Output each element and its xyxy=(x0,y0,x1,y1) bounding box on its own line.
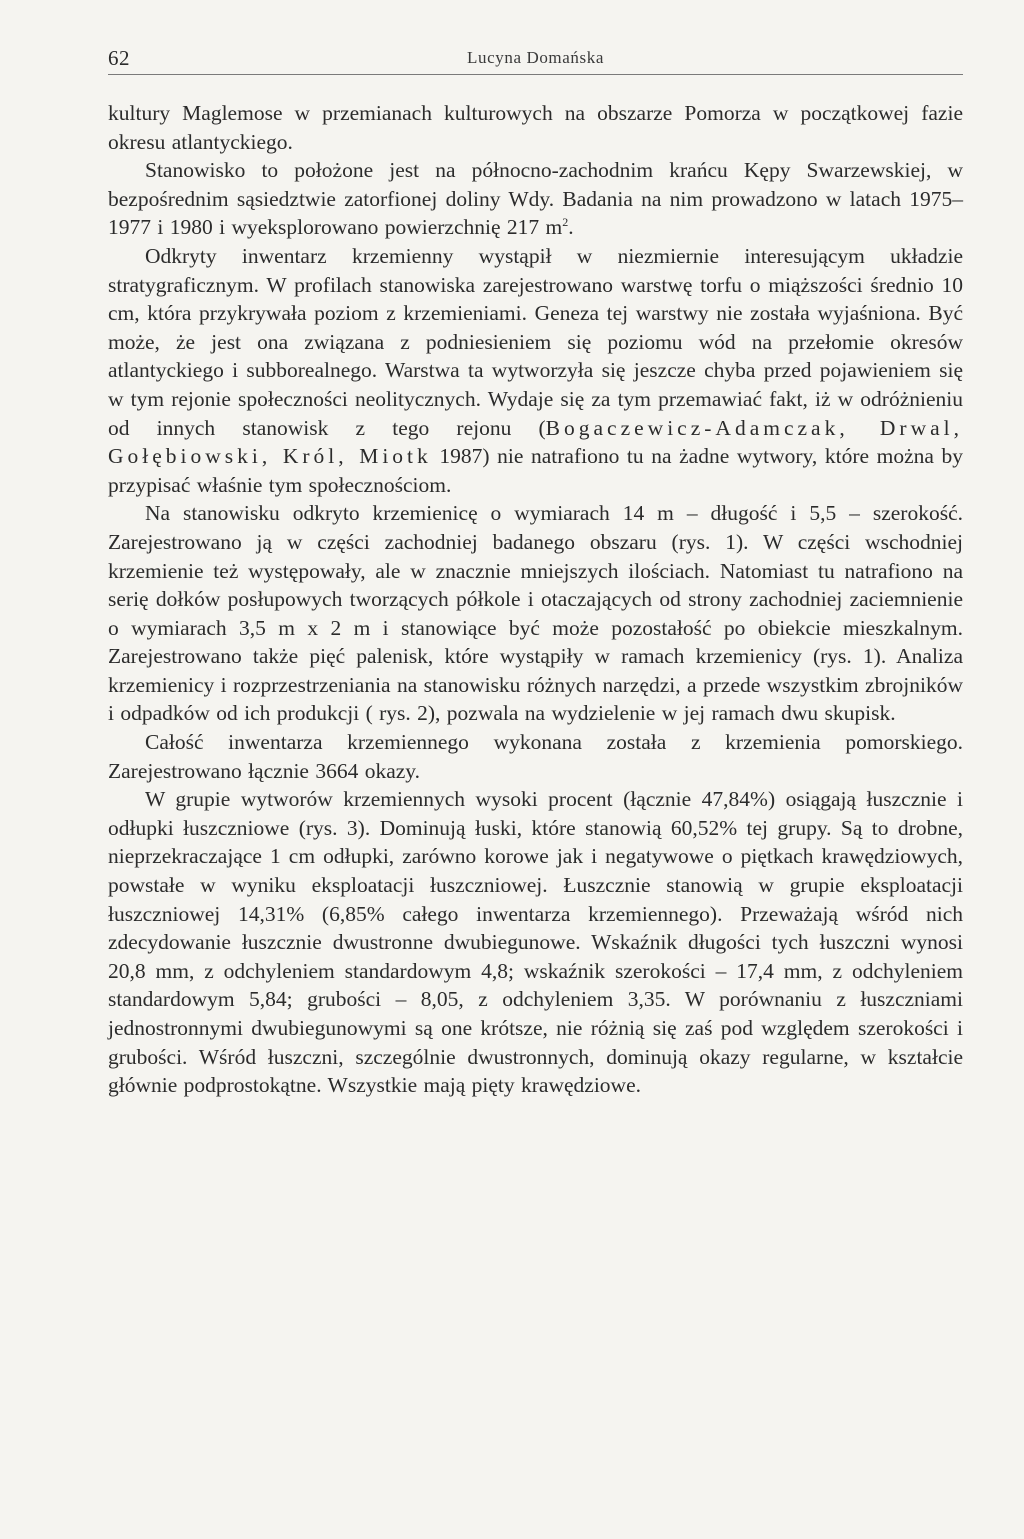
paragraph-text-end: . xyxy=(568,215,574,240)
running-head-author: Lucyna Domańska xyxy=(467,48,604,67)
body-text xyxy=(108,99,963,1100)
paragraph: kultury Maglemose w przemianach kulturowych na obszarze Pomorza w początkowej fazie okresu atlantyckiego. xyxy=(108,101,963,154)
page-header xyxy=(108,40,963,75)
paragraph-text-end: 1987) nie natrafiono tu na żadne wytwory, które można by przypisać właśnie tym społecznościom. xyxy=(108,444,964,497)
cited-authors: Bogaczewicz-Adamczak, Drwal, Gołębiowski, Król, Miotk xyxy=(108,415,963,469)
superscript-exponent: 2 xyxy=(562,215,569,230)
paragraph: Na stanowisku odkryto krzemienicę o wymiarach 14 m – długość i 5,5 – szerokość. Zarejestrowano ją w części zachodniej badanego obszaru (rys. 1). W części wschodniej krzemienie też występowały, ale w znacznie mniejszych ilościach. Natomiast tu natrafiono na serię dołków posłupowych tworzących półkole i otaczających od strony zachodniej zaciemnienie o wymiarach 3,5 m x 2 m i stanowiące być może pozostałość po obiekcie mieszkalnym. Zarejestrowano także pięć palenisk, które wystąpiły w ramach krzemienicy (rys. 1). Analiza krzemienicy i rozprzestrzeniania na stanowisku różnych narzędzi, a przede wszystkim zbrojników i odpadków od ich produkcji ( rys. 2), pozwala na wydzielenie w jej ramach dwu skupisk. xyxy=(108,501,963,726)
paragraph xyxy=(108,242,963,499)
paragraph-text: Odkryty inwentarz krzemienny wystąpił w niezmiernie interesującym układzie stratygraficznym. W profilach stanowiska zarejestrowano warstwę torfu o miąższości średnio 10 cm, która przykrywała poziom z krzemieniami. Geneza tej warstwy nie została wyjaśniona. Być może, że jest ona związana z podniesieniem się poziomu wód na przełomie okresów atlantyckiego i subborealnego. Warstwa ta wytworzyła się jeszcze chyba przed pojawieniem się w tym rejonie społeczności neolitycznych. Wydaje się za tym przemawiać fakt, iż w odróżnieniu od innych stanowisk z tego rejonu ( xyxy=(108,243,963,440)
paragraph: W grupie wytworów krzemiennych wysoki procent (łącznie 47,84%) osiągają łuszcznie i odłupki łuszczniowe (rys. 3). Dominują łuski, które stanowią 60,52% tej grupy. Są to drobne, nieprzekraczające 1 cm odłupki, zarówno korowe jak i negatywowe o piętkach krawędziowych, powstałe w wyniku eksploatacji łuszczniowej. Łuszcznie stanowią w grupie eksploatacji łuszczniowej 14,31% (6,85% całego inwentarza krzemiennego). Przeważają wśród nich zdecydowanie łuszcznie dwustronne dwubiegunowe. Wskaźnik długości tych łuszczni wynosi 20,8 mm, z odchyleniem standardowym 4,8; wskaźnik szerokości – 17,4 mm, z odchyleniem standardowym 5,84; grubości – 8,05, z odchyleniem 3,35. W porównaniu z łuszczniami jednostronnymi dwubiegunowymi są one krótsze, nie różnią się zaś pod względem szerokości i grubości. Wśród łuszczni, szczególnie dwustronnych, dominują okazy regularne, w kształcie głównie podprostokątne. Wszystkie mają pięty krawędziowe. xyxy=(108,787,963,1098)
paragraph-text: Stanowisko to położone jest na północno-zachodnim krańcu Kępy Swarzewskiej, w bezpośrednim sąsiedztwie zatorfionej doliny Wdy. Badania na nim prowadzono w latach 1975–1977 i 1980 i wyeksplorowano powierzchnię 217 m xyxy=(108,158,963,240)
paragraph: Całość inwentarza krzemiennego wykonana została z krzemienia pomorskiego. Zarejestrowano łącznie 3664 okazy. xyxy=(108,730,963,783)
paragraph xyxy=(108,156,963,242)
page-number: 62 xyxy=(108,46,130,70)
